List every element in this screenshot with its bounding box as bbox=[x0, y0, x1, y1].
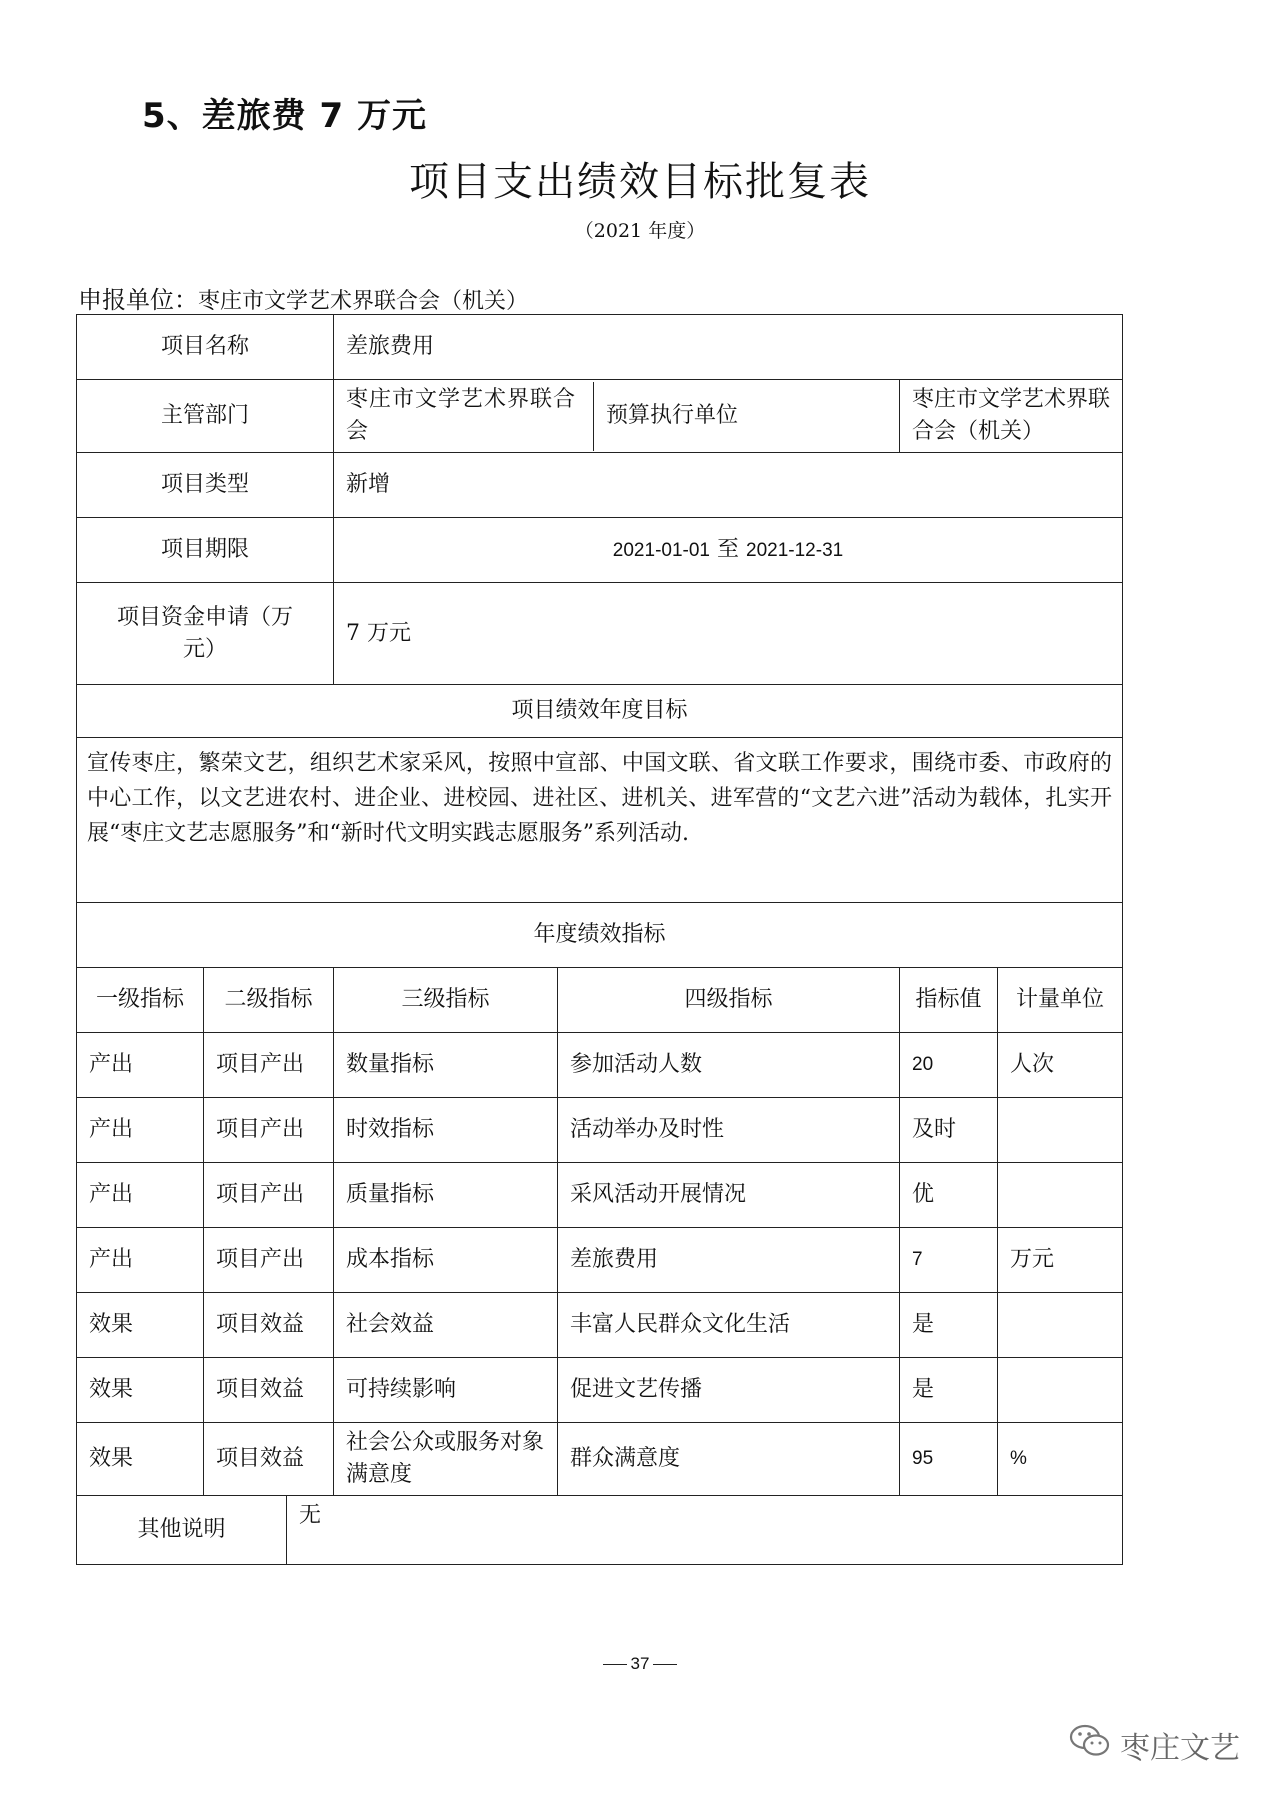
level3-cell: 社会公众或服务对象满意度 bbox=[334, 1423, 558, 1496]
col-header-level3: 三级指标 bbox=[334, 968, 558, 1033]
level1-cell: 产出 bbox=[77, 1033, 204, 1098]
level4-cell: 促进文艺传播 bbox=[558, 1358, 900, 1423]
level4-cell: 群众满意度 bbox=[558, 1423, 900, 1496]
watermark bbox=[1068, 1722, 1240, 1768]
approval-table bbox=[76, 314, 1123, 1565]
level2-cell: 项目产出 bbox=[204, 1033, 334, 1098]
value-cell: 优 bbox=[900, 1163, 998, 1228]
level4-cell: 活动举办及时性 bbox=[558, 1098, 900, 1163]
level3-cell: 质量指标 bbox=[334, 1163, 558, 1228]
indicators-header: 年度绩效指标 bbox=[77, 903, 1123, 968]
level2-cell: 项目效益 bbox=[204, 1423, 334, 1496]
project-name-value: 差旅费用 bbox=[334, 315, 1123, 380]
value-cell: 7 bbox=[900, 1228, 998, 1293]
dept-value: 枣庄市文学艺术界联合会 bbox=[334, 382, 594, 451]
footer-dash-left bbox=[603, 1664, 627, 1665]
reporting-unit-value: 枣庄市文学艺术界联合会（机关） bbox=[198, 289, 529, 314]
col-header-level1: 一级指标 bbox=[77, 968, 204, 1033]
level4-cell: 采风活动开展情况 bbox=[558, 1163, 900, 1228]
level2-cell: 项目效益 bbox=[204, 1293, 334, 1358]
level1-cell: 效果 bbox=[77, 1293, 204, 1358]
period-start: 2021-01-01 bbox=[612, 539, 710, 561]
table-row bbox=[77, 1098, 1123, 1163]
value-cell: 是 bbox=[900, 1358, 998, 1423]
unit-cell bbox=[998, 1358, 1123, 1423]
unit-cell bbox=[998, 1163, 1123, 1228]
level3-cell: 成本指标 bbox=[334, 1228, 558, 1293]
unit-cell: 人次 bbox=[998, 1033, 1123, 1098]
value-cell: 20 bbox=[900, 1033, 998, 1098]
col-header-unit: 计量单位 bbox=[998, 968, 1123, 1033]
level2-cell: 项目产出 bbox=[204, 1228, 334, 1293]
unit-cell: % bbox=[998, 1423, 1123, 1496]
table-row bbox=[77, 1033, 1123, 1098]
section-heading: 5、差旅费 7 万元 bbox=[142, 96, 427, 136]
dept-label: 主管部门 bbox=[77, 380, 334, 453]
goal-header: 项目绩效年度目标 bbox=[77, 685, 1123, 738]
level2-cell: 项目产出 bbox=[204, 1163, 334, 1228]
level3-cell: 社会效益 bbox=[334, 1293, 558, 1358]
other-row bbox=[77, 1496, 1123, 1565]
level3-cell: 数量指标 bbox=[334, 1033, 558, 1098]
fiscal-year: （2021 年度） bbox=[574, 220, 706, 242]
period-label: 项目期限 bbox=[77, 518, 334, 583]
level4-cell: 差旅费用 bbox=[558, 1228, 900, 1293]
level3-cell: 时效指标 bbox=[334, 1098, 558, 1163]
unit-cell bbox=[998, 1293, 1123, 1358]
level3-cell: 可持续影响 bbox=[334, 1358, 558, 1423]
period-to: 至 bbox=[717, 536, 740, 562]
level1-cell: 产出 bbox=[77, 1163, 204, 1228]
page-number: 37 bbox=[630, 1654, 650, 1673]
type-label: 项目类型 bbox=[77, 453, 334, 518]
fund-label: 项目资金申请（万元） bbox=[77, 583, 334, 685]
page-footer bbox=[0, 1654, 1280, 1674]
watermark-text: 枣庄文艺 bbox=[1120, 1731, 1240, 1766]
project-name-label: 项目名称 bbox=[77, 315, 334, 380]
level1-cell: 效果 bbox=[77, 1358, 204, 1423]
unit-cell bbox=[998, 1098, 1123, 1163]
col-header-value: 指标值 bbox=[900, 968, 998, 1033]
level1-cell: 产出 bbox=[77, 1228, 204, 1293]
level2-cell: 项目产出 bbox=[204, 1098, 334, 1163]
table-row bbox=[77, 1423, 1123, 1496]
dept-exec-cell bbox=[334, 380, 900, 453]
level2-cell: 项目效益 bbox=[204, 1358, 334, 1423]
reporting-unit bbox=[78, 280, 528, 315]
other-label: 其他说明 bbox=[77, 1496, 287, 1564]
level4-cell: 参加活动人数 bbox=[558, 1033, 900, 1098]
reporting-unit-label: 申报单位： bbox=[78, 286, 198, 314]
table-row bbox=[77, 1358, 1123, 1423]
table-row bbox=[77, 1228, 1123, 1293]
level1-cell: 产出 bbox=[77, 1098, 204, 1163]
col-header-level2: 二级指标 bbox=[204, 968, 334, 1033]
unit-cell: 万元 bbox=[998, 1228, 1123, 1293]
table-row bbox=[77, 1293, 1123, 1358]
page-title: 项目支出绩效目标批复表 bbox=[409, 159, 871, 205]
footer-dash-right bbox=[653, 1664, 677, 1665]
value-cell: 95 bbox=[900, 1423, 998, 1496]
level1-cell: 效果 bbox=[77, 1423, 204, 1496]
value-cell: 及时 bbox=[900, 1098, 998, 1163]
type-value: 新增 bbox=[334, 453, 1123, 518]
other-value: 无 bbox=[299, 1503, 322, 1528]
period-end: 2021-12-31 bbox=[746, 539, 844, 561]
goal-text: 宣传枣庄，繁荣文艺，组织艺术家采风，按照中宣部、中国文联、省文联工作要求，围绕市委、市政府的中心工作，以文艺进农村、进企业、进校园、进社区、进机关、进军营的“文艺六进”活动为载体，扎实开展“枣庄文艺志愿服务”和“新时代文明实践志愿服务”系列活动. bbox=[77, 738, 1123, 903]
table-row bbox=[77, 1163, 1123, 1228]
fund-value: 7 万元 bbox=[334, 583, 1123, 685]
col-header-level4: 四级指标 bbox=[558, 968, 900, 1033]
exec-value: 枣庄市文学艺术界联合会（机关） bbox=[900, 380, 1123, 453]
period-value bbox=[334, 518, 1123, 583]
exec-label: 预算执行单位 bbox=[606, 403, 739, 428]
level4-cell: 丰富人民群众文化生活 bbox=[558, 1293, 900, 1358]
wechat-icon bbox=[1068, 1722, 1112, 1768]
value-cell: 是 bbox=[900, 1293, 998, 1358]
